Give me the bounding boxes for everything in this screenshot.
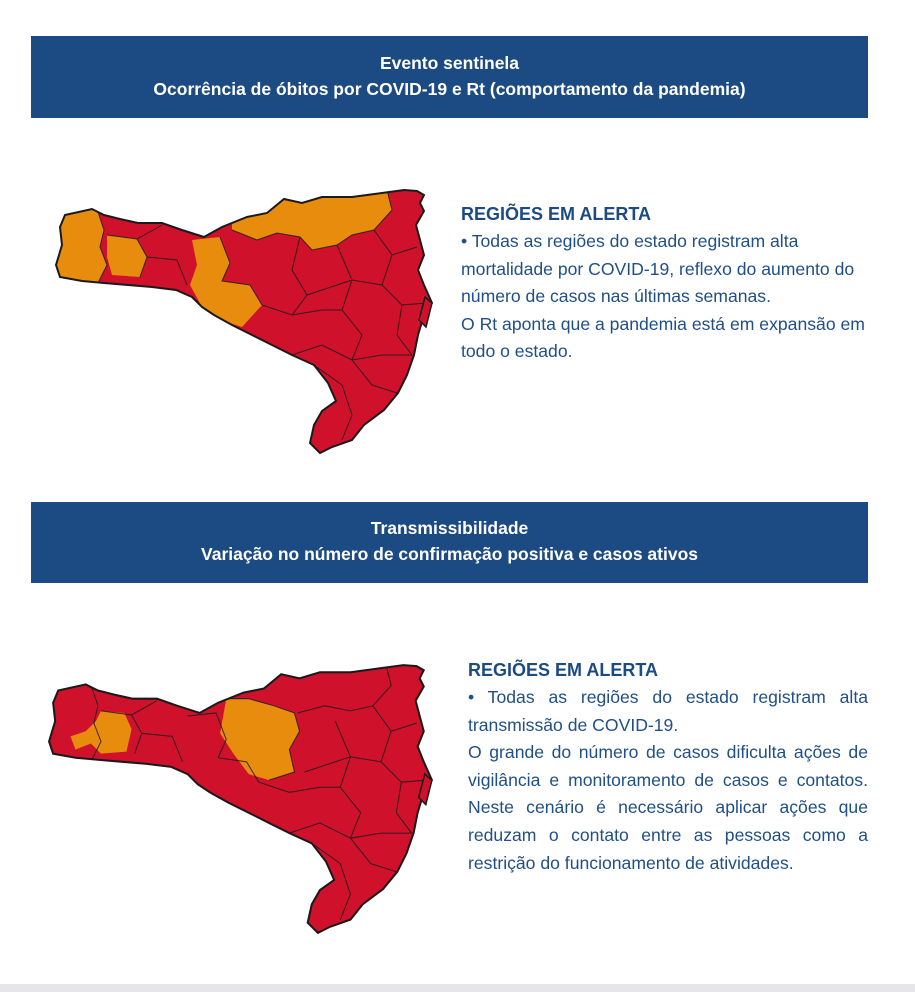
alert-text: • Todas as regiões do estado registram alta transmissão de COVID-19.: [468, 687, 868, 735]
alert-title: REGIÕES EM ALERTA: [468, 660, 659, 680]
banner-title: Evento sentinela: [379, 53, 520, 73]
alert-text: O Rt aponta que a pandemia está em expansão em todo o estado.: [461, 313, 865, 362]
alert-panel-transmission: [468, 656, 868, 877]
section-banner-evento-sentinela: [31, 36, 868, 118]
section-banner-transmissibilidade: [31, 502, 868, 583]
alert-panel-mortality: [461, 200, 881, 366]
santa-catarina-mortality-map: [52, 185, 437, 460]
banner-subtitle: Ocorrência de óbitos por COVID-19 e Rt (comportamento da pandemia): [153, 79, 746, 99]
bottom-divider: [0, 984, 915, 992]
alert-title: REGIÕES EM ALERTA: [461, 204, 652, 224]
alert-text: O grande do número de casos dificulta ações de vigilância e monitoramento de casos e contatos. Neste cenário é necessário aplicar ações que reduzam o contato entre as pessoas como a restrição do funcionamento de atividades.: [468, 742, 868, 873]
santa-catarina-transmission-map: [45, 660, 437, 940]
banner-title: Transmissibilidade: [370, 518, 529, 538]
alert-text: • Todas as regiões do estado registram alta mortalidade por COVID-19, reflexo do aumento do número de casos nas últimas semanas.: [461, 231, 855, 307]
banner-subtitle: Variação no número de confirmação positiva e casos ativos: [201, 544, 698, 564]
